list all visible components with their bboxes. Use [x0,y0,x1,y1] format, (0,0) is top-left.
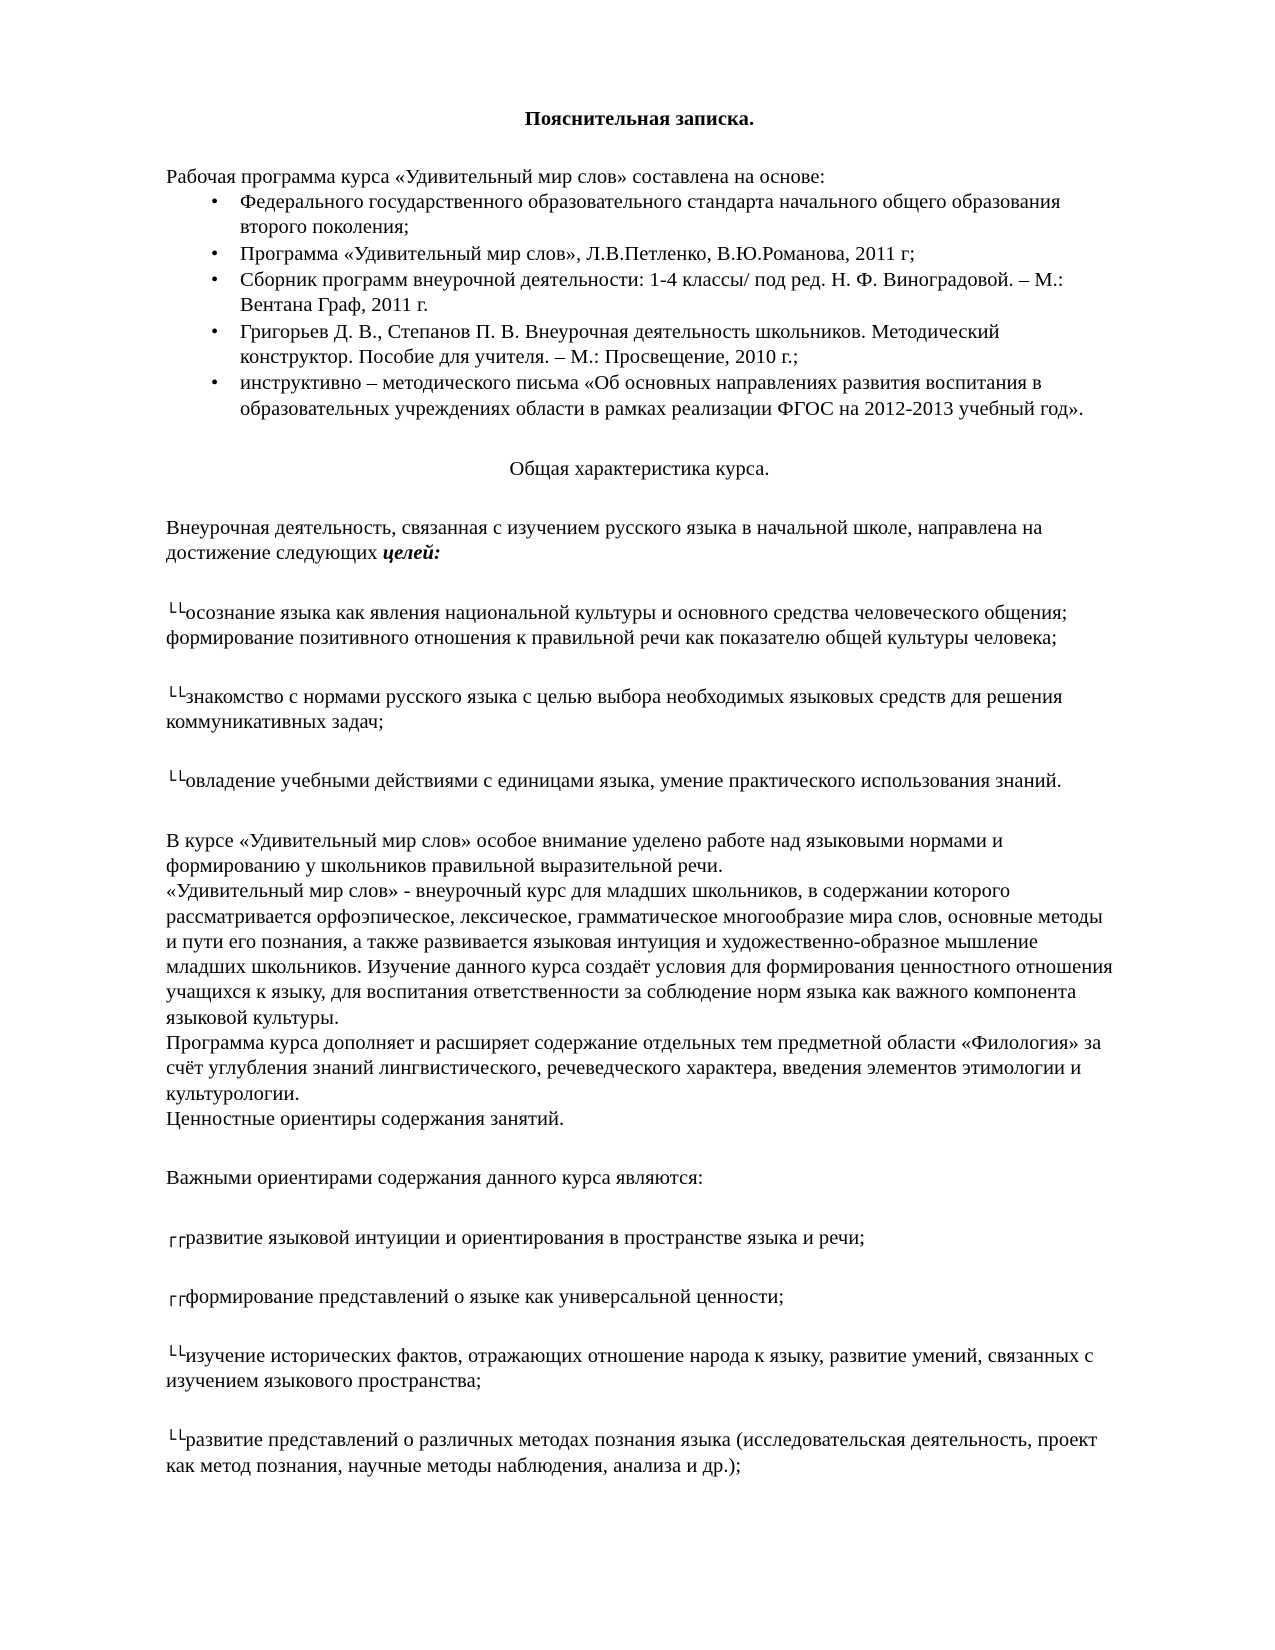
section-heading: Общая характеристика курса. [509,457,770,480]
spacer [166,131,1113,165]
bullet-icon: • [211,372,219,395]
bullet-icon: • [211,320,219,343]
body-text-block [166,829,1113,1133]
goals-lead-paragraph [166,516,1113,566]
spacer [166,651,1113,685]
goals-lead-text: Внеурочная деятельность, связанная с изучением русского языка в начальной школе, направлена на достижение следующих [166,517,1043,565]
intro-paragraph: Рабочая программа курса «Удивительный мир слов» составлена на основе: [166,165,826,188]
corner-marker-icon: ┌┌ [166,1227,185,1248]
sources-list [166,190,1113,422]
bullet-icon: • [211,191,219,214]
goals-lead-emphasis: целей: [382,542,441,565]
body-paragraph: «Удивительный мир слов» - внеурочный курс для младших школьников, в содержании которого рассматривается орфоэпическое, лексическое, грамматическое многообразие мира слов, основные методы и пути его познания, а также развивается языковая интуиция и художественно-образное мышление младших школьников. Изучение данного курса создаёт условия для формирования ценностного отношения учащихся к языку, для воспитания ответственности за соблюдение норм языка как важного компонента языковой культуры. [166,880,1113,1029]
spacer [166,423,1113,457]
list-item-text: Федерального государственного образовательного стандарта начального общего образования второго поколения; [240,191,1061,239]
list-item-text: Программа «Удивительный мир слов», Л.В.Петленко, В.Ю.Романова, 2011 г; [240,242,916,265]
corner-marker-icon: └└ [166,686,185,707]
list-item [166,320,1113,371]
list-item-text: Григорьев Д. В., Степанов П. В. Внеурочная деятельность школьников. Методический конструктор. Пособие для учителя. – М.: Просвещение, 2010 г.; [240,320,1000,369]
orientation-text: развитие языковой интуиции и ориентирования в пространстве языка и речи; [185,1226,865,1249]
goal-paragraph [166,685,1113,735]
spacer [166,1192,1113,1226]
spacer [166,1394,1113,1428]
spacer [166,735,1113,769]
bullet-icon: • [211,269,219,292]
goal-paragraph [166,769,1113,794]
goal-paragraph [166,601,1113,651]
spacer [166,482,1113,516]
spacer [166,1132,1113,1166]
corner-marker-icon: └└ [166,771,185,792]
goal-text: осознание языка как явления национальной культуры и основного средства человеческого общения; формирование позитивного отношения к правильной речи как показателю общей культуры человека; [166,601,1068,649]
orientation-paragraph [166,1226,1113,1251]
document-body [166,108,1113,1479]
corner-marker-icon: ┌┌ [166,1286,185,1307]
spacer [166,1310,1113,1344]
corner-marker-icon: └└ [166,602,185,623]
list-item-text: Сборник программ внеурочной деятельности: 1-4 классы/ под ред. Н. Ф. Виноградовой. – М.: Вентана Граф, 2011 г. [240,269,1064,317]
list-item [166,190,1113,241]
spacer [166,567,1113,601]
orientation-paragraph [166,1428,1113,1478]
list-item [166,242,1113,267]
orientation-text: изучение исторических фактов, отражающих отношение народа к языку, развитие умений, связанных с изучением языкового пространства; [166,1344,1094,1393]
body-paragraph: Программа курса дополняет и расширяет содержание отдельных тем предметной области «Филология» за счёт углубления знаний лингвистического, речеведческого характера, введения элементов этимологии и культурологии. [166,1032,1102,1105]
list-item-text: инструктивно – методического письма «Об основных направлениях развития воспитания в образовательных учреждениях области в рамках реализации ФГОС на 2012-2013 учебный год». [240,372,1084,420]
corner-marker-icon: └└ [166,1430,185,1451]
spacer [166,1251,1113,1285]
spacer [166,795,1113,829]
page-title: Пояснительная записка. [524,108,755,130]
goal-text: овладение учебными действиями с единицами языка, умение практического использования знаний. [185,770,1062,793]
orientation-text: формирование представлений о языке как универсальной ценности; [185,1285,785,1308]
orientation-paragraph [166,1344,1113,1394]
orientation-text: развитие представлений о различных методах познания языка (исследовательская деятельность, проект как метод познания, научные методы наблюдения, анализа и др.); [166,1429,1098,1477]
list-item [166,371,1113,422]
corner-marker-icon: └└ [166,1345,185,1366]
bullet-icon: • [211,242,219,265]
body-paragraph: Ценностные ориентиры содержания занятий. [166,1108,565,1131]
orientation-paragraph [166,1285,1113,1310]
body-paragraph: В курсе «Удивительный мир слов» особое внимание уделено работе над языковыми нормами и формированию у школьников правильной выразительной речи. [166,829,1004,877]
orientations-lead: Важными ориентирами содержания данного курса являются: [166,1167,704,1190]
list-item [166,268,1113,319]
goal-text: знакомство с нормами русского языка с целью выбора необходимых языковых средств для решения коммуникативных задач; [166,685,1063,734]
